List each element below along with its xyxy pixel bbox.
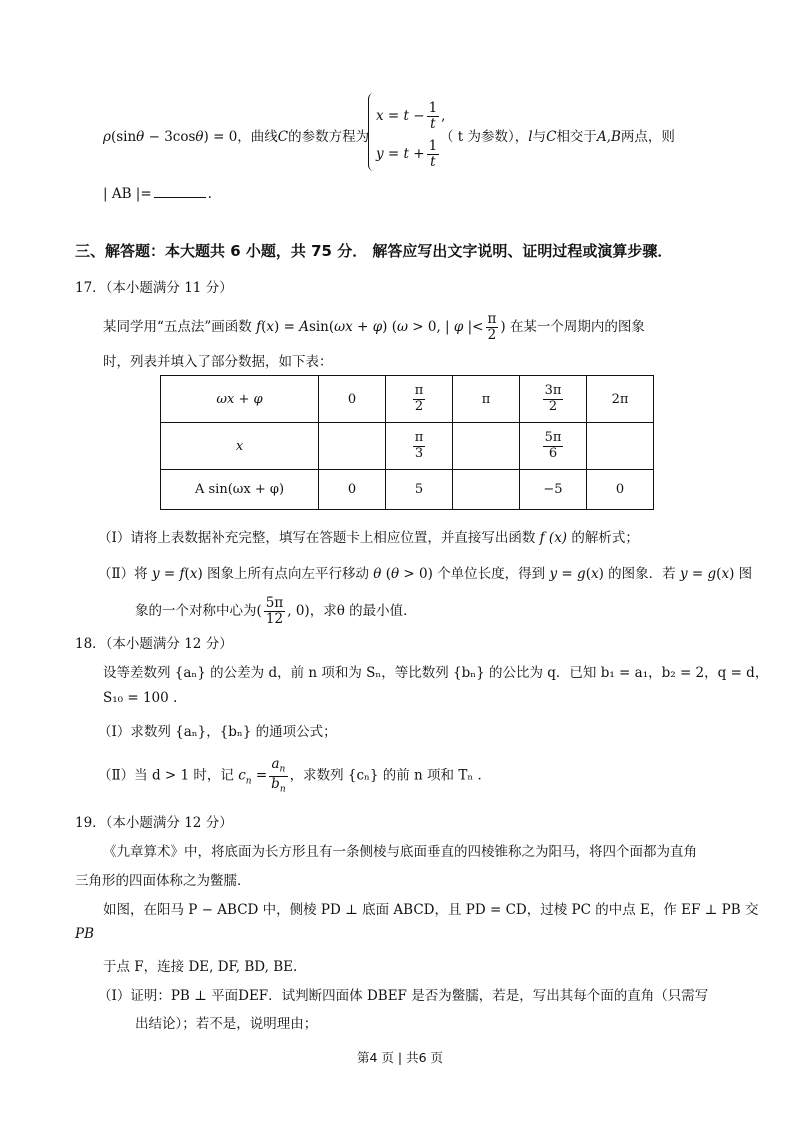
q19-line1: 《九章算术》中，将底面为长方形且有一条侧棱与底面垂直的四棱锥称之为阳马，将四个面都为直角 [103,844,697,860]
q16-param-note: （ t 为参数），l与C相交于A,B两点，则 [440,129,675,145]
answer-blank [154,185,206,198]
table-cell [453,423,520,470]
q16-text-param-eq: 的参数方程为 [288,129,370,145]
table-cell: $\frac{\pi}{3}$ [386,423,453,470]
q18-line2: S₁₀ = 100 . [103,690,178,706]
q17-line1: 某同学用“五点法”画函数 f(x) = Asin(ωx + φ) (ω > 0, | φ |< $\frac{\pi}{2}$ ) 在某一个周期内的图象 [103,311,645,343]
table-cell [453,470,520,510]
table-cell: 0 [587,470,654,510]
q16-param-x: x = t − $\frac{1}{t}$ , [376,100,446,132]
q19-part1-line2: 出结论）；若不是，说明理由； [135,1016,318,1032]
q19-part1-line1: （Ⅰ）证明：PB ⊥ 平面DEF．试判断四面体 DBEF 是否为鳖臑，若是，写出其每个面的直角（只需写 [98,988,709,1004]
table-cell: −5 [520,470,587,510]
table-cell [319,423,386,470]
q16-text-mid: ，曲线 [237,129,278,145]
table-cell: 2π [587,376,654,423]
q17-part1: （Ⅰ）请将上表数据补充完整，填写在答题卡上相应位置，并直接写出函数 f (x) 的解析式； [98,530,639,546]
table-row3-label: A sin(ωx + φ) [161,470,319,510]
table-row1-label: ωx + φ [161,376,319,423]
q18-part1: （Ⅰ）求数列 {aₙ}，{bₙ} 的通项公式； [98,724,337,740]
q17-part2: （Ⅱ）将 y = f(x) 图象上所有点向左平行移动 θ (θ > 0) 个单位长度，得到 y = g(x) 的图象．若 y = g(x) 图 [98,566,753,582]
q16-polar-equation: ρ(sinθ − 3cosθ) = 0，曲线C的参数方程为 [103,129,370,145]
q16-param-y: y = t + $\frac{1}{t}$ [376,138,438,170]
q17-line2: 时，列表并填入了部分数据，如下表： [103,354,333,370]
q19-line5: 于点 F，连接 DE, DF, BD, BE. [103,959,298,975]
q19-line4: PB [75,926,95,942]
table-row2-label: x [161,423,319,470]
table-cell: 5 [386,470,453,510]
table-cell: π [453,376,520,423]
q18-header: 18．（本小题满分 12 分） [75,636,233,652]
q16-answer: | AB |= . [103,186,212,202]
table-cell: $\frac{5\pi}{6}$ [520,423,587,470]
table-cell: $\frac{3\pi}{2}$ [520,376,587,423]
page-footer: 第4 页 | 共6 页 [356,1050,443,1065]
five-point-table [160,375,654,510]
q19-header: 19．（本小题满分 12 分） [75,815,233,831]
q18-line1: 设等差数列 {aₙ} 的公差为 d，前 n 项和为 Sₙ，等比数列 {bₙ} 的公比为 q．已知 b₁ = a₁，b₂ = 2，q = d， [103,665,769,681]
q19-line3: 如图，在阳马 P − ABCD 中，侧棱 PD ⊥ 底面 ABCD，且 PD = CD，过棱 PC 的中点 E，作 EF ⊥ PB 交 [103,902,759,918]
table-cell [587,423,654,470]
q18-part2: （Ⅱ）当 d > 1 时，记 $c_n$ = $\frac{a_n}{b_n}$ ，求数列 {cₙ} 的前 n 项和 Tₙ ． [98,756,491,795]
table-cell: 0 [319,376,386,423]
table-cell: 0 [319,470,386,510]
section-3-title: 三、解答题：本大题共 6 小题，共 75 分． 解答应写出文字说明、证明过程或演算步骤． [75,242,673,260]
table-cell: $\frac{\pi}{2}$ [386,376,453,423]
q16-curve-c: C [277,129,289,145]
q17-header: 17．（本小题满分 11 分） [75,280,233,296]
q19-line2: 三角形的四面体称之为鳖臑． [75,873,251,889]
q17-part2-line2: 象的一个对称中心为( $\frac{5\pi}{12}$ , 0)，求θ 的最小值． [135,595,417,627]
